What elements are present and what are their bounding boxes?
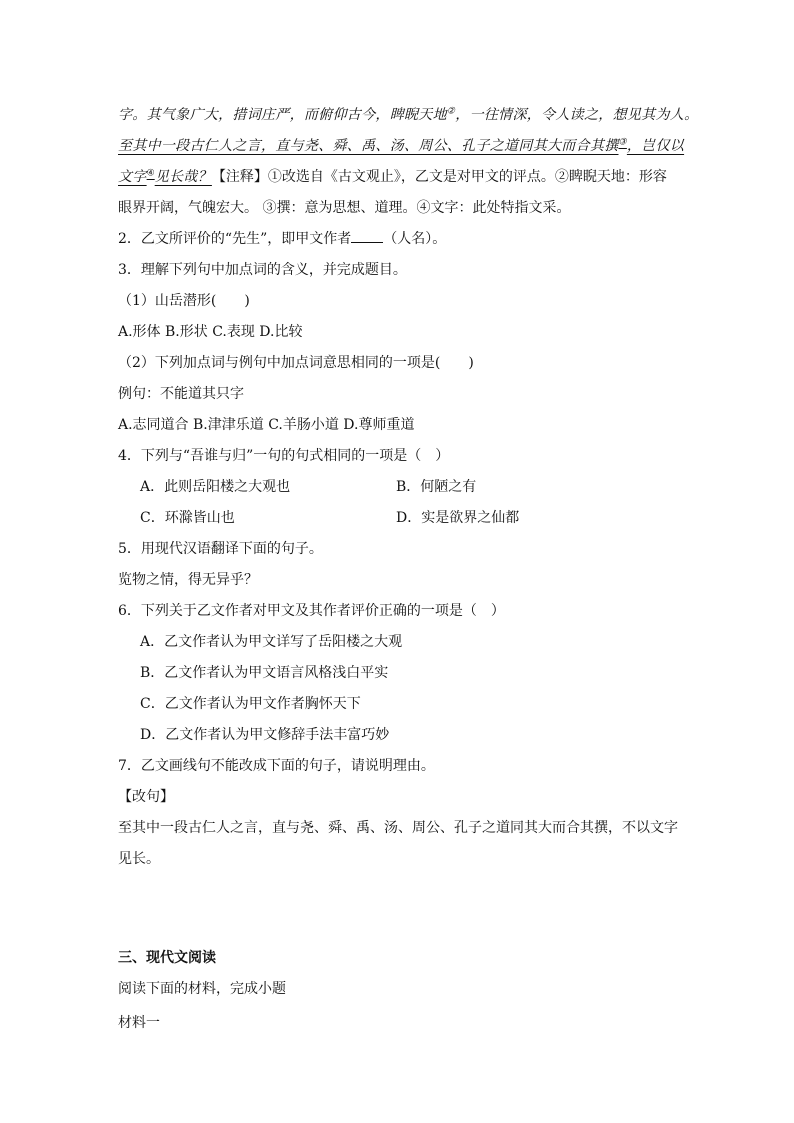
option-d: D．实是欲界之仙都 — [396, 510, 520, 526]
underlined-sentence: ，岂仅以 — [626, 138, 685, 154]
question-3-2-example: 例句：不能道其只字 — [118, 386, 244, 402]
option-d: D．乙文作者认为甲文修辞手法丰富巧妙 — [140, 727, 390, 743]
question-text: 2．乙文所评价的“先生”，即甲文作者 — [118, 231, 352, 247]
question-4-options-row-1 — [118, 472, 678, 503]
question-content — [118, 100, 699, 875]
question-5: 5．用现代汉语翻译下面的句子。 — [118, 541, 323, 557]
section-title: 三、现代文阅读 — [118, 950, 216, 966]
answer-blank — [351, 230, 383, 243]
question-text: （人名）。 — [383, 231, 447, 247]
underlined-sentence: 见长哉？ — [154, 169, 212, 185]
passage-line-1 — [118, 100, 699, 131]
option-c: C．乙文作者认为甲文作者胸怀天下 — [140, 696, 361, 712]
question-3-2: （2）下列加点词与例句中加点词意思相同的一项是( ) — [118, 355, 474, 371]
revised-sentence-line-2: 见长。 — [118, 851, 160, 867]
question-3-2-options: A.志同道合 B.津津乐道 C.羊肠小道 D.尊师重道 — [118, 417, 415, 433]
section-3 — [118, 943, 678, 1039]
option-a: A．此则岳阳楼之大观也 — [140, 479, 291, 495]
revised-sentence-line-1: 至其中一段古仁人之言，直与尧、舜、禹、汤、周公、孔子之道同其大而合其撰，不以文字 — [118, 820, 678, 836]
passage-text: 字。其气象广大，措词庄严，而俯仰古今，睥睨天地 — [118, 107, 447, 123]
question-3: 3．理解下列句中加点词的含义，并完成题目。 — [118, 262, 407, 278]
annotation-text: 【注释】①改选自《古文观止》，乙文是对甲文的评点。②睥睨天地：形容 — [211, 169, 667, 185]
question-3-1: （1）山岳潜形( ) — [118, 293, 250, 309]
material-label: 材料一 — [118, 1015, 160, 1031]
question-6: 6．下列关于乙文作者对甲文及其作者评价正确的一项是（ ） — [118, 603, 505, 619]
footnote-mark: ② — [446, 106, 456, 117]
question-5-sentence: 览物之情，得无异乎？ — [118, 572, 258, 588]
passage-line-3 — [118, 162, 678, 193]
question-3-1-options: A.形体 B.形状 C.表现 D.比较 — [118, 324, 303, 340]
revised-sentence-label: 【改句】 — [118, 789, 174, 805]
option-b: B．乙文作者认为甲文语言风格浅白平实 — [140, 665, 389, 681]
question-4: 4．下列与“吾谁与归”一句的句式相同的一项是（ ） — [118, 448, 450, 464]
question-7: 7．乙文画线句不能改成下面的句子，请说明理由。 — [118, 758, 435, 774]
option-b: B．何陋之有 — [396, 479, 477, 495]
annotation-line: 眼界开阔，气魄宏大。 ③撰：意为思想、道理。④文字：此处特指文采。 — [118, 200, 571, 216]
question-2 — [118, 224, 678, 255]
underlined-sentence: 至其中一段古仁人之言，直与尧、舜、禹、汤、周公、孔子之道同其大而合其撰 — [118, 138, 619, 154]
section-instruction: 阅读下面的材料，完成小题 — [118, 981, 286, 997]
passage-text: ，一往情深，令人读之，想见其为人。 — [455, 107, 699, 123]
option-a: A．乙文作者认为甲文详写了岳阳楼之大观 — [140, 634, 403, 650]
question-4-options-row-2 — [118, 503, 678, 534]
footnote-mark: ④ — [146, 168, 155, 179]
passage-line-2 — [118, 131, 685, 162]
footnote-mark: ③ — [618, 137, 627, 148]
underlined-sentence: 文字 — [118, 169, 147, 185]
option-c: C．环滁皆山也 — [140, 510, 235, 526]
